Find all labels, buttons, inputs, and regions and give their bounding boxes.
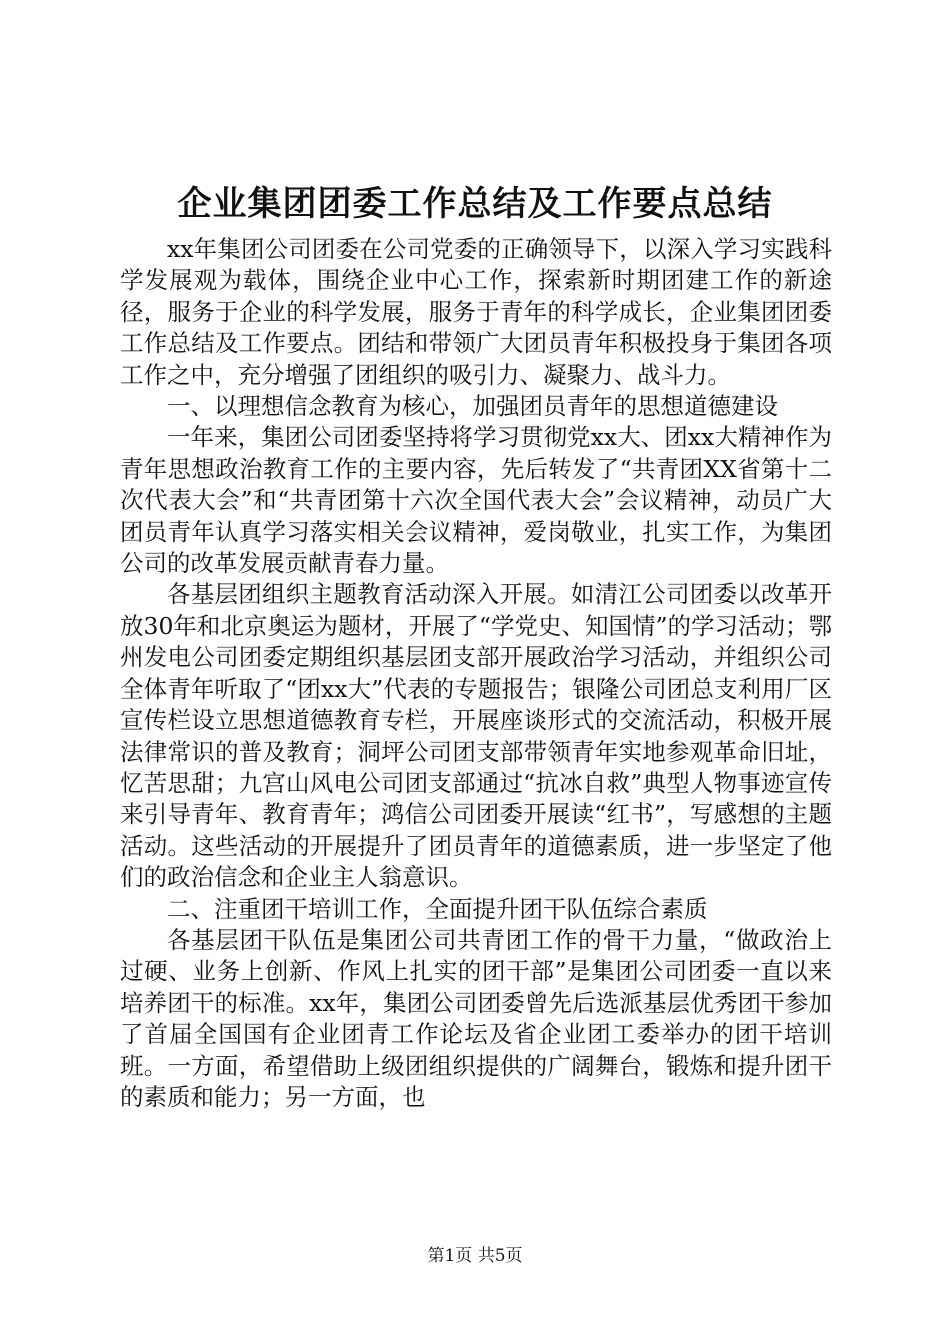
document-title: 企业集团团委工作总结及工作要点总结 bbox=[177, 184, 773, 224]
section-heading-1: 一、以理想信念教育为核心，加强团员青年的思想道德建设 bbox=[167, 392, 778, 421]
page-number-footer: 第1页 共5页 bbox=[427, 1246, 523, 1266]
paragraph-1: 一年来，集团公司团委坚持将学习贯彻党xx大、团xx大精神作为青年思想政治教育工作的主要内容，先后转发了“共青团XX省第十二次代表大会”和“共青团第十六次全国代表大会”会议精神，动员广大团员青年认真学习落实相关会议精神，爱岗敬业，扎实工作，为集团公司的改革发展贡献青春力量。 bbox=[120, 423, 832, 578]
document-body bbox=[120, 234, 832, 1113]
section-heading-2: 二、注重团干培训工作，全面提升团干队伍综合素质 bbox=[167, 894, 708, 923]
paragraph-3: 各基层团干队伍是集团公司共青团工作的骨干力量，“做政治上过硬、业务上创新、作风上扎实的团干部”是集团公司团委一直以来培养团干的标准。xx年，集团公司团委曾先后选派基层优秀团干参加了首届全国国有企业团青工作论坛及省企业团工委举办的团干培训班。一方面，希望借助上级团组织提供的广阔舞台，锻炼和提升团干的素质和能力；另一方面，也 bbox=[120, 925, 832, 1111]
paragraph-2: 各基层团组织主题教育活动深入开展。如清江公司团委以改革开放30年和北京奥运为题材，开展了“学党史、知国情”的学习活动；鄂州发电公司团委定期组织基层团支部开展政治学习活动，并组织公司全体青年听取了“团xx大”代表的专题报告；银隆公司团总支利用厂区宣传栏设立思想道德教育专栏，开展座谈形式的交流活动，积极开展法律常识的普及教育；洞坪公司团支部带领青年实地参观革命旧址，忆苦思甜；九宫山风电公司团支部通过“抗冰自救”典型人物事迹宣传来引导青年、教育青年；鸿信公司团委开展读“红书”，写感想的主题活动。这些活动的开展提升了团员青年的道德素质，进一步坚定了他们的政治信念和企业主人翁意识。 bbox=[120, 580, 832, 892]
paragraph-intro: xx年集团公司团委在公司党委的正确领导下，以深入学习实践科学发展观为载体，围绕企业中心工作，探索新时期团建工作的新途径，服务于企业的科学发展，服务于青年的科学成长，企业集团团委工作总结及工作要点。团结和带领广大团员青年积极投身于集团各项工作之中，充分增强了团组织的吸引力、凝聚力、战斗力。 bbox=[120, 235, 832, 389]
